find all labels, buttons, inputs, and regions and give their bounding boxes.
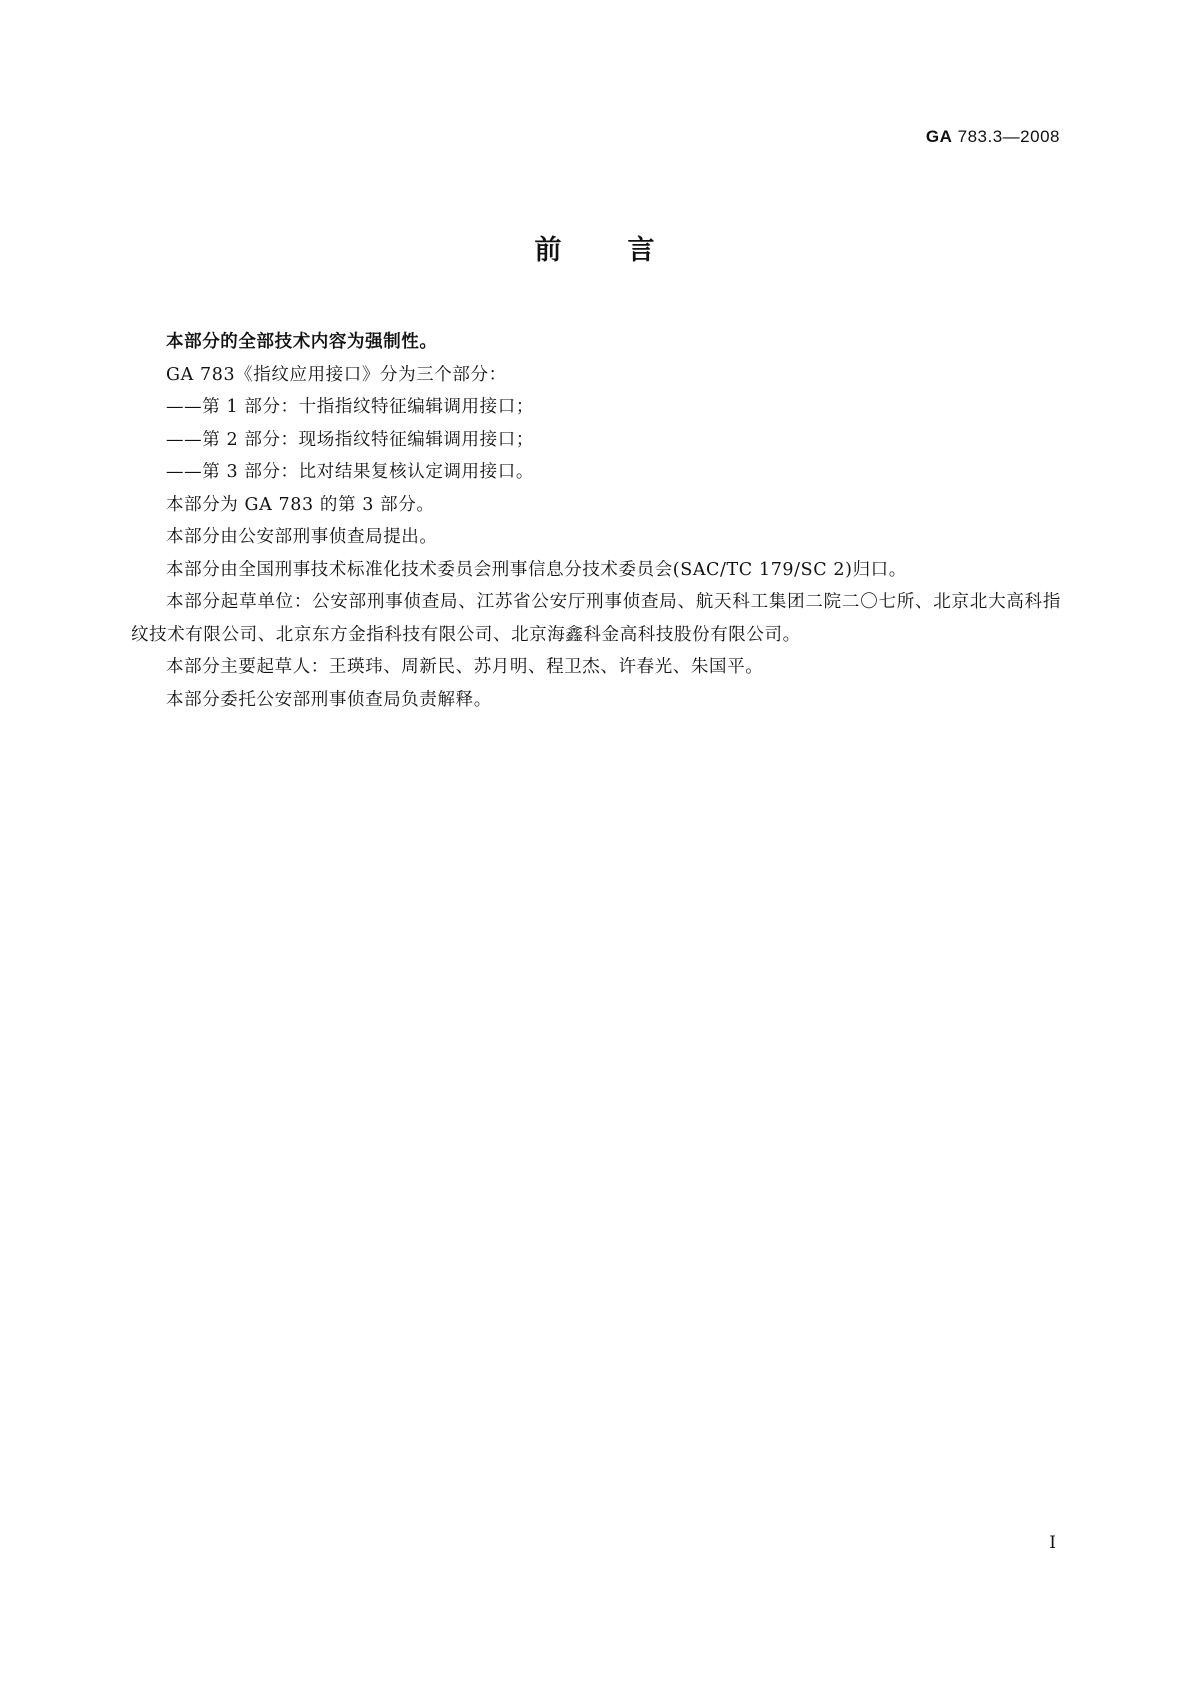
part-list-item-2: ——第 2 部分：现场指纹特征编辑调用接口； <box>166 429 534 450</box>
part-statement: 本部分为 GA 783 的第 3 部分。 <box>166 494 435 515</box>
page-title-char-1: 前 <box>534 235 564 266</box>
page-number: I <box>1049 1533 1056 1553</box>
standard-number <box>926 127 1060 147</box>
proposer-statement: 本部分由公安部刑事侦查局提出。 <box>166 527 438 547</box>
parts-intro: GA 783《指纹应用接口》分为三个部分： <box>166 364 507 385</box>
foreword-body <box>131 326 1061 716</box>
drafting-units: 本部分起草单位：公安部刑事侦查局、江苏省公安厅刑事侦查局、航天科工集团二院二〇七所、北京北大高科指纹技术有限公司、北京东方金指科技有限公司、北京海鑫科金高科技股份有限公司。 <box>131 592 1061 645</box>
main-drafters: 本部分主要起草人：王瑛玮、周新民、苏月明、程卫杰、许春光、朱国平。 <box>166 657 764 677</box>
centralized-statement: 本部分由全国刑事技术标准化技术委员会刑事信息分技术委员会(SAC/TC 179/SC 2)归口。 <box>166 559 907 580</box>
interpretation-statement: 本部分委托公安部刑事侦查局负责解释。 <box>166 689 492 710</box>
page-title-char-2: 言 <box>627 235 657 266</box>
part-list-item-3: ——第 3 部分：比对结果复核认定调用接口。 <box>166 462 534 482</box>
standard-prefix: GA <box>925 127 953 146</box>
part-list-item-1: ——第 1 部分：十指指纹特征编辑调用接口； <box>166 397 534 417</box>
standard-code: 783.3—2008 <box>957 127 1060 146</box>
page-title <box>0 228 1191 267</box>
mandatory-statement: 本部分的全部技术内容为强制性。 <box>166 332 438 352</box>
